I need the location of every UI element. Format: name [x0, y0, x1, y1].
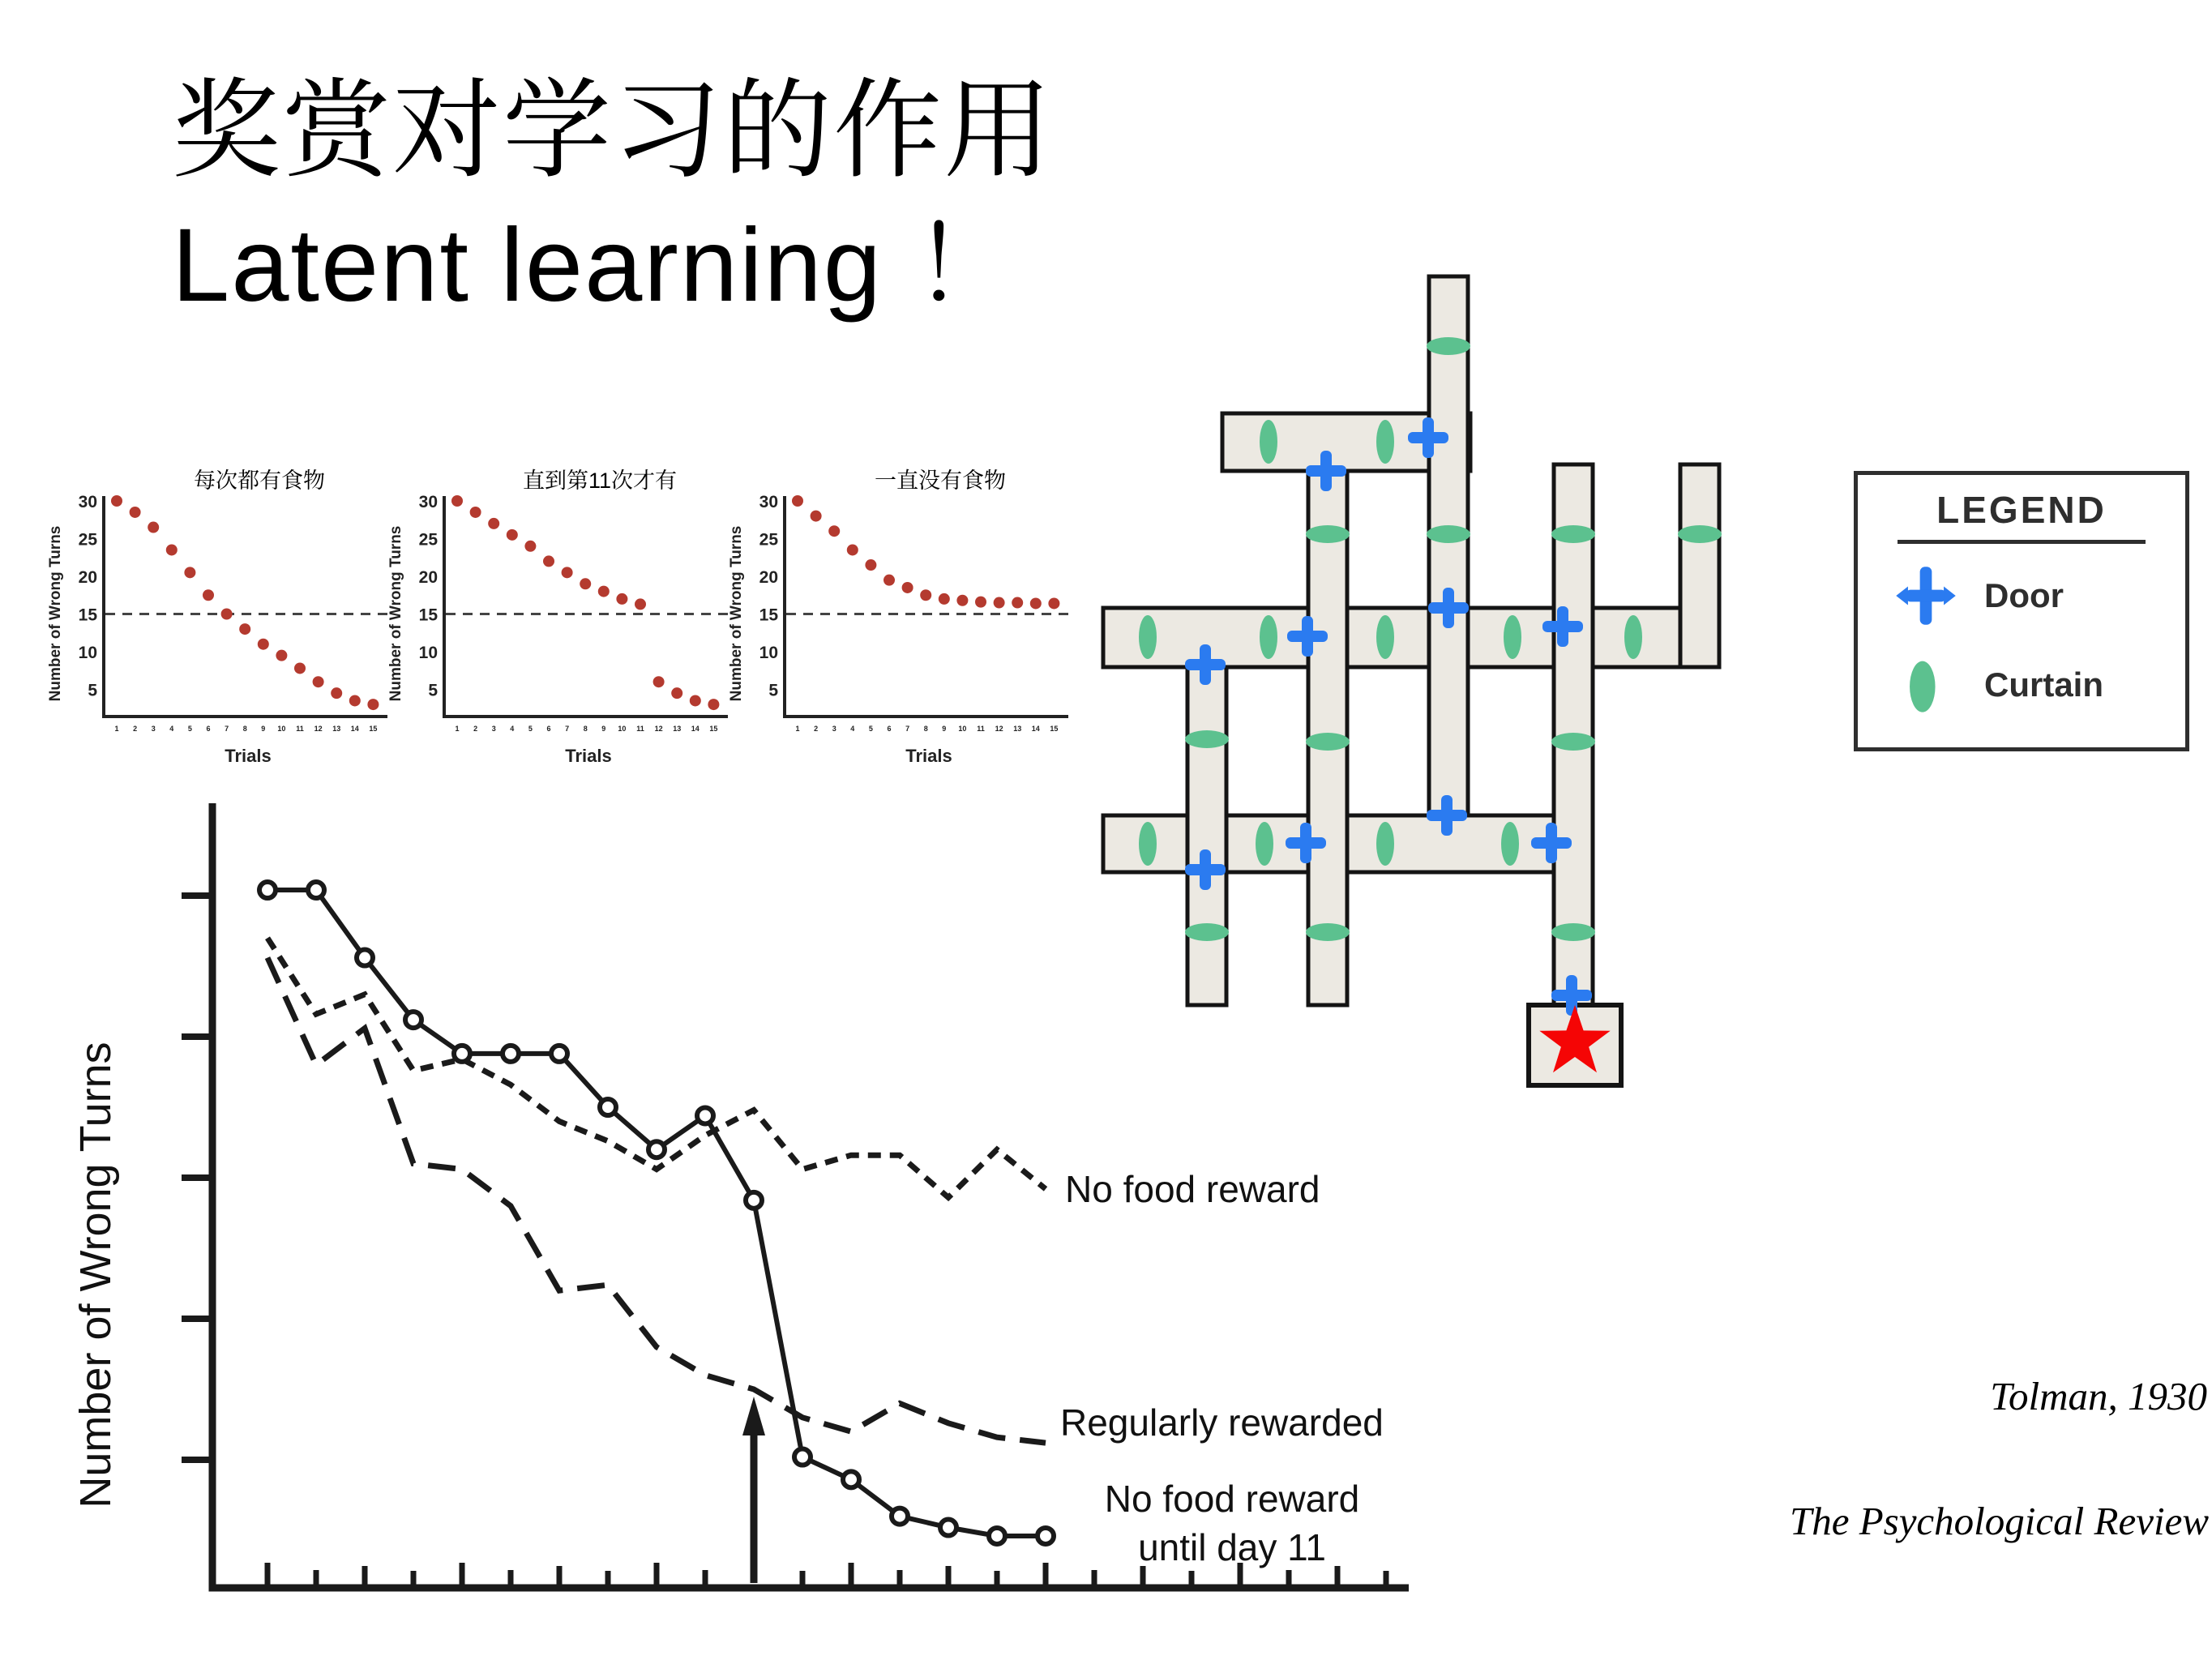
mini-x-tick-label: 14 — [691, 725, 700, 733]
curtain-icon — [1551, 733, 1595, 751]
title-english: Latent learning ！ — [172, 207, 1019, 323]
data-point — [562, 567, 573, 578]
mini-chart-title: 一直没有食物 — [875, 468, 1006, 493]
series-marker — [551, 1046, 567, 1062]
series-marker — [1038, 1528, 1054, 1544]
curtain-icon — [1501, 822, 1519, 866]
data-point — [671, 687, 682, 699]
mini-x-tick-label: 11 — [636, 725, 644, 733]
data-point — [616, 593, 627, 605]
mini-x-axis-label: Trials — [225, 746, 272, 766]
mini-y-tick-label: 20 — [418, 568, 438, 587]
mini-y-tick-label: 20 — [78, 568, 97, 587]
data-point — [956, 595, 968, 606]
title-chinese: 奖赏对学习的作用 — [172, 71, 1055, 191]
data-point — [847, 544, 858, 555]
curtain-icon — [1427, 525, 1470, 543]
data-point — [367, 699, 379, 710]
mini-x-tick-label: 1 — [114, 725, 119, 733]
data-point — [653, 676, 665, 687]
mini-y-axis-label: Number of Wrong Turns — [728, 525, 745, 702]
mini-y-tick-label: 25 — [418, 530, 438, 550]
curtain-icon — [1551, 525, 1595, 543]
mini-chart-food-every-trial — [47, 464, 391, 780]
page-title — [172, 63, 1054, 331]
data-point — [331, 687, 342, 699]
legend-underline — [1898, 540, 2146, 544]
mini-y-tick-label: 5 — [88, 681, 97, 700]
citation-journal: The Psychological Review — [1789, 1499, 2209, 1543]
legend-door-label: Door — [1984, 576, 2064, 614]
mini-x-tick-label: 13 — [332, 725, 341, 733]
data-point — [507, 529, 518, 541]
data-point — [884, 575, 895, 586]
series-line — [267, 958, 1046, 1444]
citation-author-year: Tolman, 1930 — [1990, 1374, 2207, 1418]
series-marker — [648, 1141, 665, 1157]
curtain-icon — [1260, 420, 1277, 464]
legend-title: LEGEND — [1936, 489, 2107, 531]
mini-chart-title: 直到第11次才有 — [522, 468, 678, 493]
mini-x-tick-label: 9 — [261, 725, 266, 733]
series-marker — [843, 1471, 859, 1487]
mini-x-tick-label: 4 — [510, 725, 515, 733]
data-point — [1012, 597, 1023, 609]
data-point — [580, 578, 591, 589]
maze-corridor — [1429, 276, 1468, 815]
data-point — [792, 495, 803, 507]
data-point — [166, 544, 178, 555]
data-point — [258, 639, 269, 650]
data-point — [920, 589, 931, 601]
series-marker — [892, 1508, 908, 1525]
series-marker — [503, 1046, 519, 1062]
series-marker — [308, 882, 324, 898]
data-point — [975, 597, 986, 608]
mini-x-tick-label: 8 — [242, 725, 247, 733]
curtain-icon — [1551, 923, 1595, 941]
mini-x-tick-label: 11 — [296, 725, 304, 733]
mini-y-axis-label: Number of Wrong Turns — [387, 525, 404, 702]
door-cross-icon — [1892, 562, 1960, 630]
data-point — [276, 650, 287, 661]
series-marker — [357, 950, 373, 966]
data-point — [111, 495, 122, 507]
mini-x-tick-label: 1 — [795, 725, 800, 733]
data-point — [313, 676, 324, 687]
day-11-arrow-head — [742, 1397, 765, 1435]
mini-x-tick-label: 14 — [1031, 725, 1040, 733]
curtain-icon — [1306, 733, 1350, 751]
mini-y-tick-label: 25 — [759, 530, 778, 550]
mini-y-tick-label: 30 — [418, 493, 438, 511]
mini-y-tick-label: 30 — [78, 493, 97, 511]
data-point — [1048, 597, 1059, 609]
mini-x-tick-label: 6 — [887, 725, 892, 733]
series-marker — [794, 1449, 811, 1465]
data-point — [451, 495, 463, 507]
curtain-icon — [1504, 615, 1521, 659]
mini-x-tick-label: 12 — [995, 725, 1003, 733]
mini-axes — [444, 496, 728, 717]
curtain-icon — [1185, 730, 1229, 748]
mini-chart-food-from-trial-11 — [387, 464, 731, 780]
mini-x-tick-label: 5 — [868, 725, 873, 733]
mini-x-tick-label: 6 — [206, 725, 211, 733]
mini-y-tick-label: 5 — [428, 681, 438, 700]
latent-learning-chart — [71, 797, 1449, 1660]
mini-x-tick-label: 9 — [942, 725, 947, 733]
series-label-no-food-reward: No food reward — [1065, 1168, 1320, 1210]
mini-x-tick-label: 7 — [565, 725, 570, 733]
series-marker — [405, 1012, 421, 1028]
data-point — [690, 695, 701, 706]
mini-x-tick-label: 7 — [905, 725, 910, 733]
curtain-icon — [1376, 615, 1394, 659]
series-marker — [454, 1046, 470, 1062]
mini-x-tick-label: 10 — [277, 725, 286, 733]
data-point — [221, 609, 233, 620]
data-point — [488, 518, 499, 529]
mini-x-tick-label: 4 — [850, 725, 855, 733]
data-point — [148, 522, 159, 533]
curtain-icon — [1139, 615, 1157, 659]
data-point — [811, 511, 822, 522]
series-marker — [697, 1107, 713, 1123]
mini-x-tick-label: 13 — [673, 725, 682, 733]
mini-y-tick-label: 10 — [418, 644, 438, 662]
data-point — [203, 589, 214, 601]
data-point — [994, 597, 1005, 609]
mini-x-tick-label: 10 — [618, 725, 627, 733]
maze-legend — [1854, 471, 2189, 751]
mini-x-tick-label: 6 — [546, 725, 551, 733]
data-point — [865, 559, 876, 571]
mini-y-tick-label: 15 — [759, 605, 778, 625]
mini-axes — [104, 496, 387, 717]
mini-axes — [785, 496, 1068, 717]
curtain-oval-icon — [1892, 651, 1960, 719]
mini-x-axis-label: Trials — [565, 746, 612, 766]
mini-x-tick-label: 4 — [169, 725, 174, 733]
data-point — [130, 507, 141, 518]
mini-x-tick-label: 3 — [832, 725, 836, 733]
series-label-until-day11-line1: No food reward — [1104, 1478, 1360, 1520]
mini-x-tick-label: 13 — [1013, 725, 1022, 733]
mini-x-tick-label: 15 — [709, 725, 718, 733]
mini-x-axis-label: Trials — [905, 746, 952, 766]
curtain-icon — [1260, 615, 1277, 659]
data-point — [184, 567, 195, 578]
mini-x-tick-label: 15 — [1050, 725, 1059, 733]
legend-row-door — [1892, 558, 2185, 633]
mini-x-tick-label: 8 — [923, 725, 928, 733]
mini-x-tick-label: 2 — [473, 725, 478, 733]
data-point — [349, 695, 361, 706]
mini-x-tick-label: 10 — [958, 725, 967, 733]
series-marker — [746, 1192, 762, 1209]
series-label-until-day11-line2: until day 11 — [1138, 1526, 1326, 1568]
curtain-icon — [1678, 525, 1722, 543]
mini-x-tick-label: 8 — [583, 725, 588, 733]
series-line — [267, 890, 1046, 1536]
mini-x-tick-label: 12 — [314, 725, 323, 733]
data-point — [1030, 597, 1042, 609]
data-point — [524, 541, 536, 552]
data-point — [598, 586, 610, 597]
mini-x-tick-label: 11 — [977, 725, 985, 733]
big-y-axis-label: Number of Wrong Turns — [71, 1042, 120, 1508]
data-point — [635, 598, 646, 610]
mini-x-tick-label: 2 — [133, 725, 138, 733]
series-marker — [940, 1520, 956, 1536]
mini-x-tick-label: 15 — [369, 725, 378, 733]
mini-x-tick-label: 9 — [601, 725, 606, 733]
data-point — [543, 555, 554, 567]
data-point — [470, 507, 481, 518]
mini-x-tick-label: 12 — [654, 725, 663, 733]
mini-y-tick-label: 10 — [78, 644, 97, 662]
mini-x-tick-label: 5 — [528, 725, 533, 733]
data-point — [239, 623, 250, 635]
mini-x-tick-label: 3 — [151, 725, 156, 733]
mini-x-tick-label: 5 — [187, 725, 192, 733]
series-marker — [600, 1099, 616, 1115]
maze-corridor — [1680, 464, 1719, 667]
curtain-icon — [1427, 337, 1470, 355]
mini-chart-title: 每次都有食物 — [194, 468, 325, 493]
legend-row-curtain — [1892, 648, 2185, 722]
mini-x-tick-label: 2 — [814, 725, 819, 733]
series-label-regularly-rewarded: Regularly rewarded — [1060, 1401, 1384, 1444]
mini-x-tick-label: 7 — [225, 725, 229, 733]
curtain-icon — [1376, 420, 1394, 464]
curtain-icon — [1306, 525, 1350, 543]
data-point — [828, 525, 840, 537]
mini-y-axis-label: Number of Wrong Turns — [47, 525, 64, 702]
mini-y-tick-label: 15 — [418, 605, 438, 625]
curtain-icon — [1624, 615, 1642, 659]
mini-y-tick-label: 15 — [78, 605, 97, 625]
mini-chart-never-food — [728, 464, 1072, 780]
mini-y-tick-label: 10 — [759, 644, 778, 662]
data-point — [294, 662, 306, 674]
data-point — [902, 582, 913, 593]
data-point — [708, 699, 719, 710]
mini-y-tick-label: 30 — [759, 493, 778, 511]
legend-curtain-label: Curtain — [1984, 665, 2103, 704]
series-marker — [989, 1528, 1005, 1544]
data-point — [939, 593, 950, 605]
mini-x-tick-label: 3 — [491, 725, 496, 733]
mini-y-tick-label: 25 — [78, 530, 97, 550]
mini-x-tick-label: 1 — [455, 725, 460, 733]
mini-y-tick-label: 5 — [768, 681, 778, 700]
series-marker — [259, 882, 276, 898]
mini-x-tick-label: 14 — [350, 725, 359, 733]
mini-y-tick-label: 20 — [759, 568, 778, 587]
